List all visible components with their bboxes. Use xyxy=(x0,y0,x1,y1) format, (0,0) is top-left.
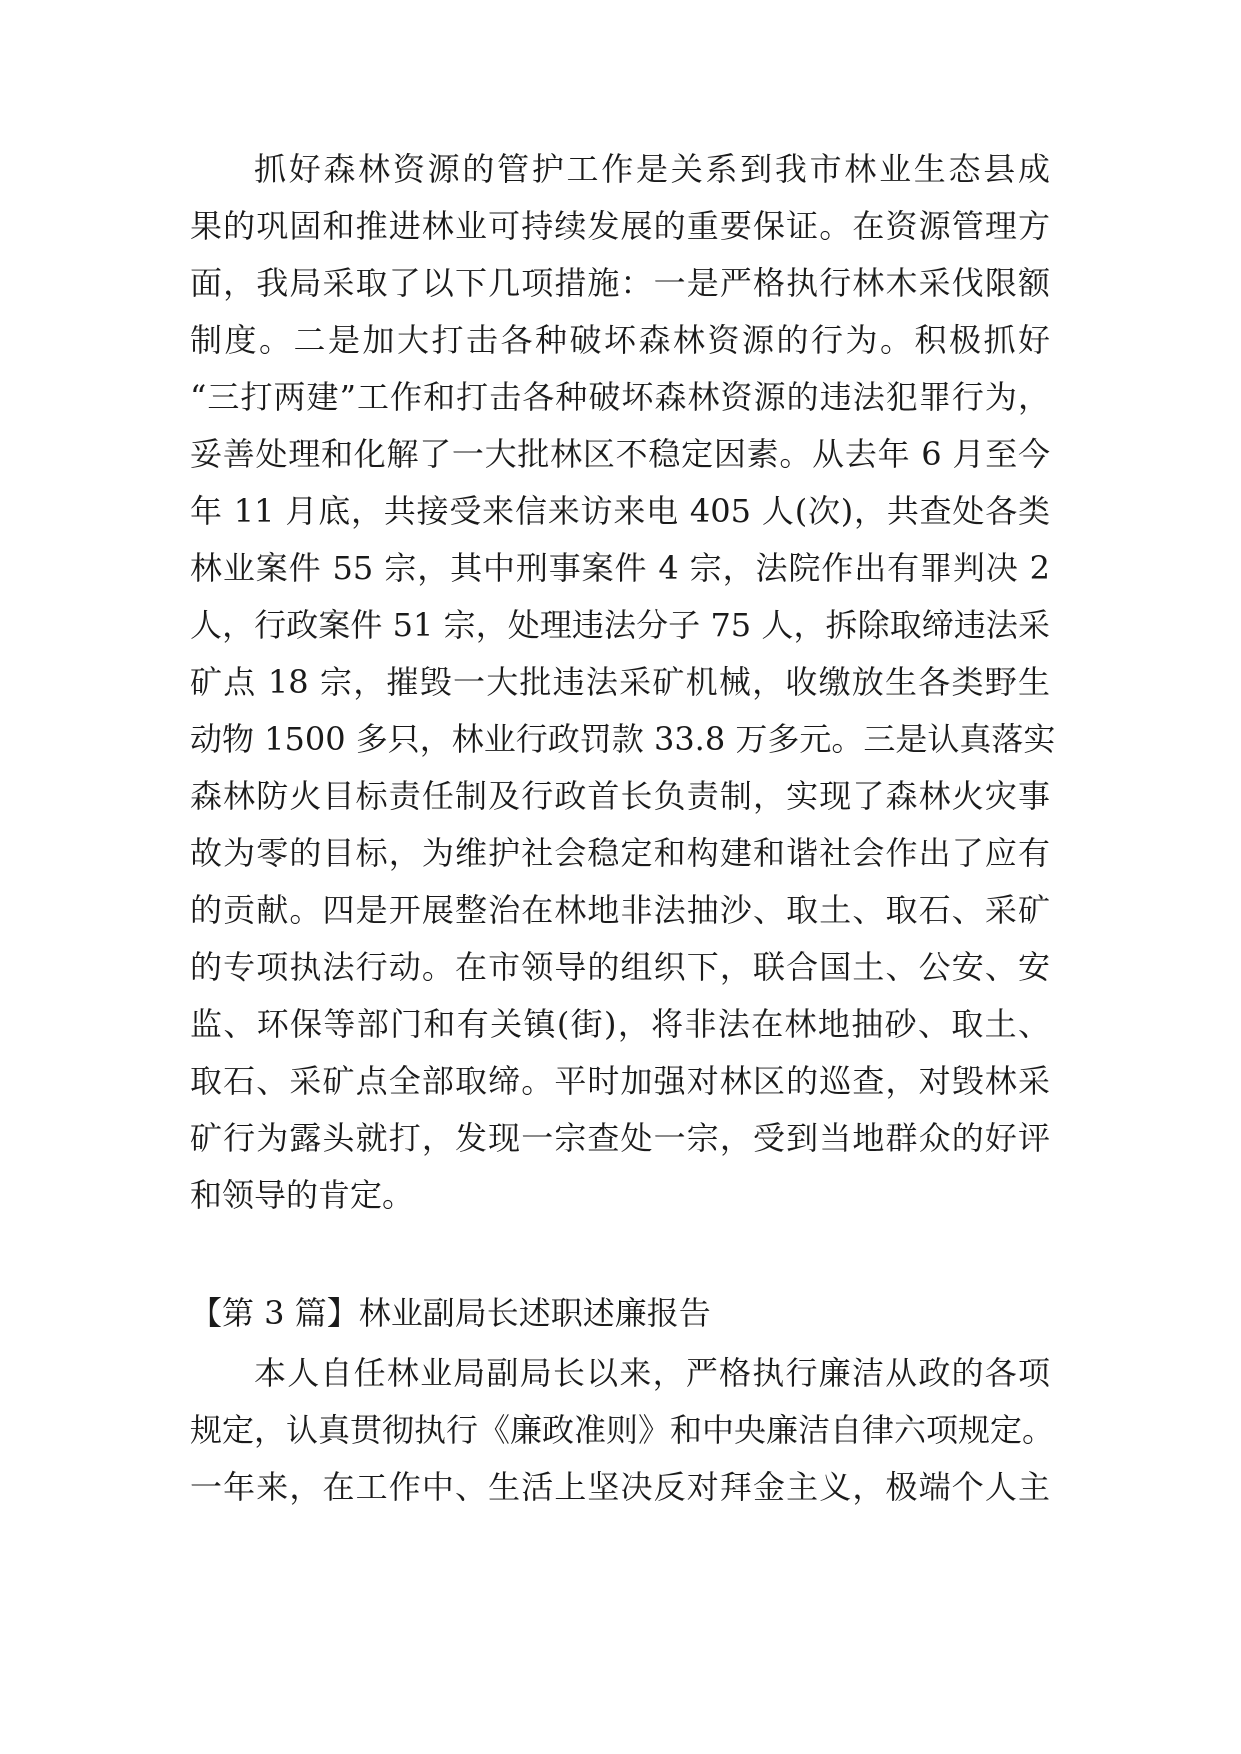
paragraph-line: 矿行为露头就打，发现一宗查处一宗，受到当地群众的好评 xyxy=(190,1119,1050,1157)
paragraph-line: 林业案件 55 宗，其中刑事案件 4 宗，法院作出有罪判决 2 xyxy=(190,549,1050,587)
paragraph-line: 妥善处理和化解了一大批林区不稳定因素。从去年 6 月至今 xyxy=(190,435,1050,473)
paragraph-line: 规定，认真贯彻执行《廉政准则》和中央廉洁自律六项规定。 xyxy=(190,1411,1055,1449)
paragraph-line: 人，行政案件 51 宗，处理违法分子 75 人，拆除取缔违法采 xyxy=(190,606,1050,644)
paragraph-line: 森林防火目标责任制及行政首长负责制，实现了森林火灾事 xyxy=(190,777,1050,815)
paragraph-line: 一年来，在工作中、生活上坚决反对拜金主义，极端个人主 xyxy=(190,1468,1050,1506)
paragraph-line: 年 11 月底，共接受来信来访来电 405 人(次)，共查处各类 xyxy=(190,492,1050,530)
paragraph-line: 的贡献。四是开展整治在林地非法抽沙、取土、取石、采矿 xyxy=(190,891,1050,929)
paragraph-line: 抓好森林资源的管护工作是关系到我市林业生态县成 xyxy=(254,150,1050,188)
paragraph-line: 动物 1500 多只，林业行政罚款 33.8 万多元。三是认真落实 xyxy=(190,720,1056,758)
section-heading: 【第 3 篇】林业副局长述职述廉报告 xyxy=(190,1294,711,1332)
paragraph-line: “三打两建”工作和打击各种破坏森林资源的违法犯罪行为， xyxy=(190,378,1050,416)
paragraph-line: 故为零的目标，为维护社会稳定和构建和谐社会作出了应有 xyxy=(190,834,1050,872)
paragraph-line: 矿点 18 宗，摧毁一大批违法采矿机械，收缴放生各类野生 xyxy=(190,663,1050,701)
paragraph-line: 面，我局采取了以下几项措施：一是严格执行林木采伐限额 xyxy=(190,264,1050,302)
paragraph-line: 本人自任林业局副局长以来，严格执行廉洁从政的各项 xyxy=(254,1354,1050,1392)
paragraph-line: 果的巩固和推进林业可持续发展的重要保证。在资源管理方 xyxy=(190,207,1050,245)
paragraph-line: 和领导的肯定。 xyxy=(190,1176,415,1214)
paragraph-line: 取石、采矿点全部取缔。平时加强对林区的巡查，对毁林采 xyxy=(190,1062,1050,1100)
paragraph-line: 的专项执法行动。在市领导的组织下，联合国土、公安、安 xyxy=(190,948,1050,986)
paragraph-line: 制度。二是加大打击各种破坏森林资源的行为。积极抓好 xyxy=(190,321,1050,359)
paragraph-line: 监、环保等部门和有关镇(街)，将非法在林地抽砂、取土、 xyxy=(190,1005,1050,1043)
